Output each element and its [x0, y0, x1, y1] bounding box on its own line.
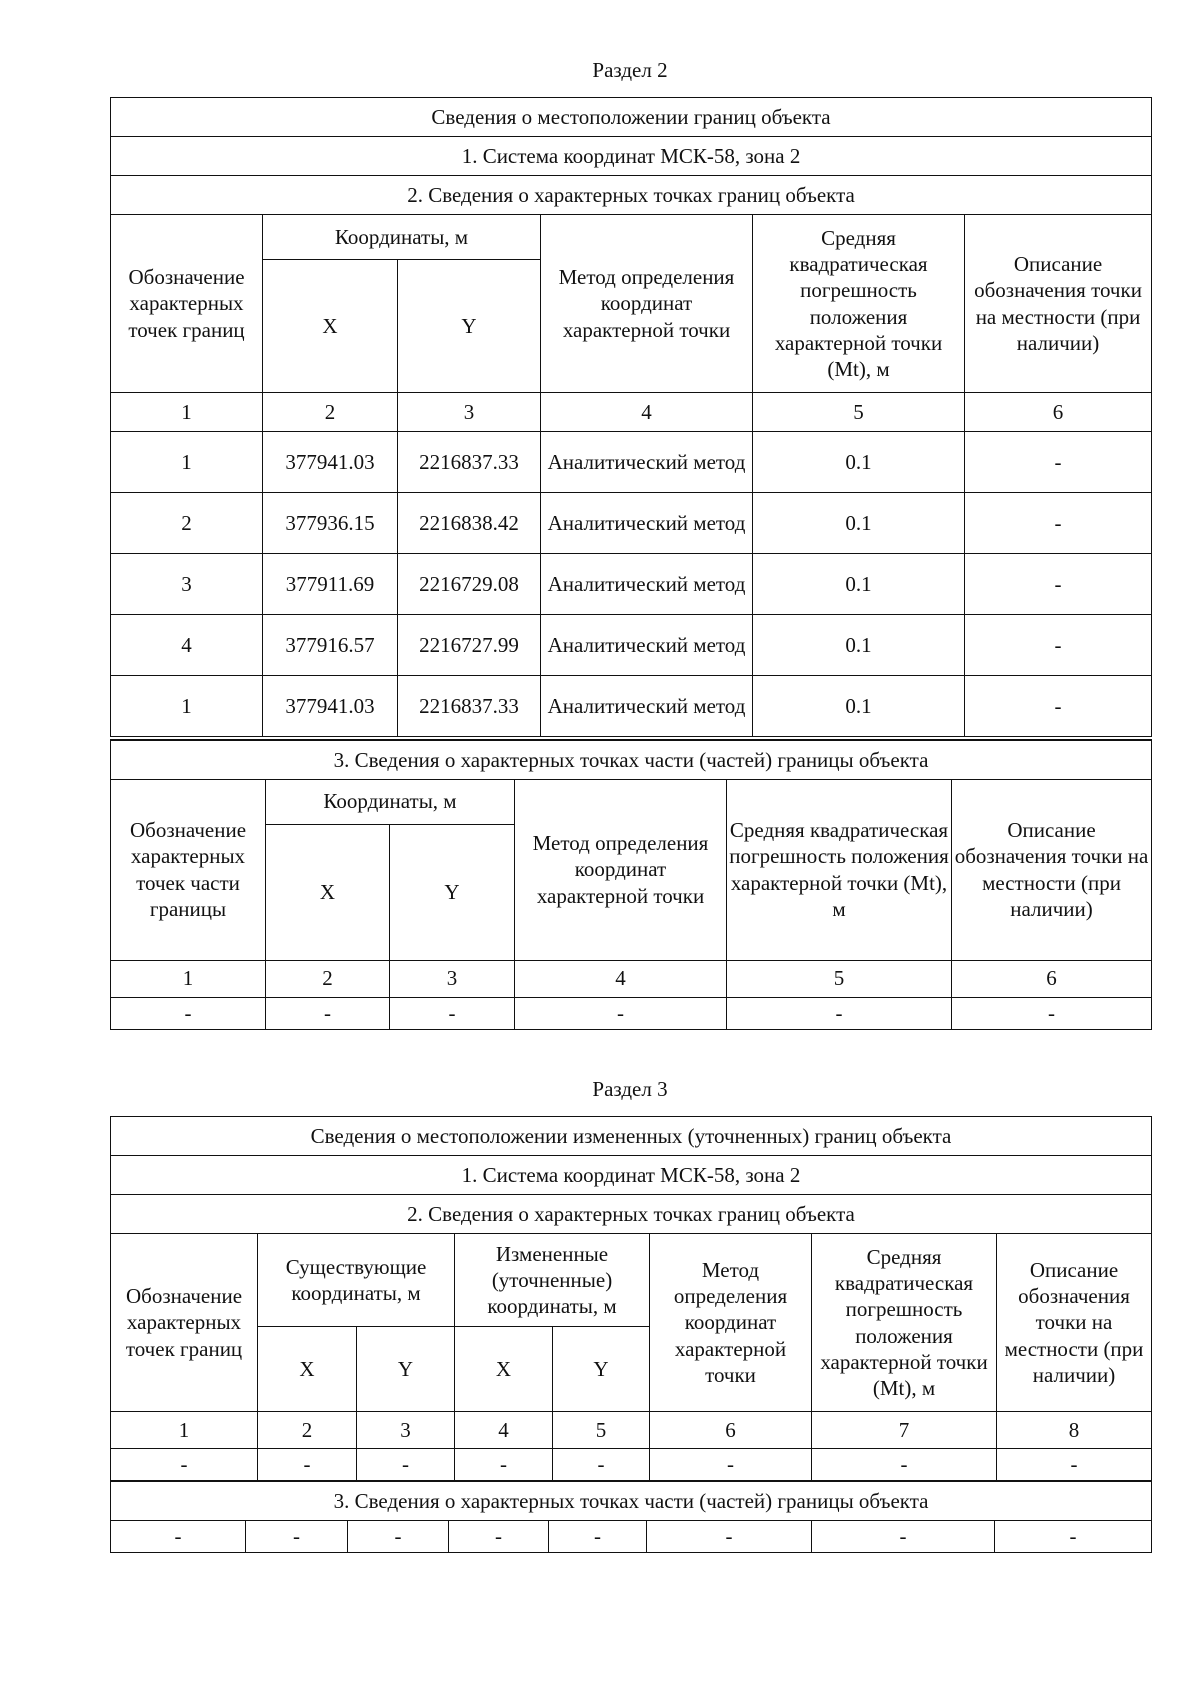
point-x: 377916.57 [263, 615, 398, 676]
table-cell: - [111, 997, 266, 1029]
table-row [111, 615, 1152, 676]
section3-table [110, 1116, 1152, 1481]
col-number: 2 [258, 1412, 357, 1449]
col-y: Y [553, 1327, 650, 1412]
col-method: Метод определения координат характерной точки [650, 1234, 812, 1412]
section3-points-title: 2. Сведения о характерных точках границ объекта [111, 1195, 1152, 1234]
col-existing-coords: Существующие координаты, м [258, 1234, 455, 1327]
col-number: 1 [111, 1412, 258, 1449]
col-x: X [263, 260, 398, 393]
table-cell: - [812, 1520, 995, 1552]
section2-header: Сведения о местоположении границ объекта [111, 98, 1152, 137]
point-y: 2216727.99 [398, 615, 541, 676]
table-cell: - [647, 1520, 812, 1552]
col-number: 4 [541, 393, 753, 432]
section3-header: Сведения о местоположении измененных (уточненных) границ объекта [111, 1117, 1152, 1156]
table-cell: - [952, 997, 1152, 1029]
point-y: 2216838.42 [398, 493, 541, 554]
point-y: 2216837.33 [398, 676, 541, 737]
point-y: 2216837.33 [398, 432, 541, 493]
point-number: 1 [111, 432, 263, 493]
col-y: Y [390, 824, 515, 960]
col-number: 6 [650, 1412, 812, 1449]
col-number: 5 [753, 393, 965, 432]
point-y: 2216729.08 [398, 554, 541, 615]
table-cell: - [111, 1520, 246, 1552]
col-y: Y [357, 1327, 455, 1412]
point-desc: - [965, 615, 1152, 676]
section2-parts-title: 3. Сведения о характерных точках части (частей) границы объекта [111, 740, 1152, 779]
table-row [111, 997, 1152, 1029]
table-row [111, 1520, 1152, 1552]
table-cell: - [812, 1449, 997, 1481]
col-method: Метод определения координат характерной точки [515, 779, 727, 960]
col-number: 2 [266, 960, 390, 997]
point-mt: 0.1 [753, 432, 965, 493]
table-cell: - [348, 1520, 449, 1552]
col-coords: Координаты, м [266, 779, 515, 824]
point-method: Аналитический метод [541, 493, 753, 554]
col-designation: Обозначение характерных точек границ [111, 1234, 258, 1412]
point-mt: 0.1 [753, 615, 965, 676]
table-cell: - [995, 1520, 1152, 1552]
col-changed-coords: Измененные (уточненные) координаты, м [455, 1234, 650, 1327]
col-description: Описание обозначения точки на местности (при наличии) [965, 215, 1152, 393]
col-method: Метод определения координат характерной точки [541, 215, 753, 393]
point-number: 2 [111, 493, 263, 554]
col-error: Средняя квадратическая погрешность положения характерной точки (Mt), м [753, 215, 965, 393]
point-desc: - [965, 554, 1152, 615]
section3-title: Раздел 3 [592, 1077, 668, 1101]
col-number: 5 [553, 1412, 650, 1449]
col-x: X [455, 1327, 553, 1412]
col-number: 1 [111, 960, 266, 997]
col-coords: Координаты, м [263, 215, 541, 260]
point-method: Аналитический метод [541, 615, 753, 676]
col-description: Описание обозначения точки на местности (при наличии) [952, 779, 1152, 960]
point-number: 3 [111, 554, 263, 615]
col-number: 6 [965, 393, 1152, 432]
point-x: 377936.15 [263, 493, 398, 554]
section3-coord-system: 1. Система координат МСК-58, зона 2 [111, 1156, 1152, 1195]
col-designation: Обозначение характерных точек границ [111, 215, 263, 393]
table-row [111, 432, 1152, 493]
col-error: Средняя квадратическая погрешность положения характерной точки (Mt), м [727, 779, 952, 960]
section2-coord-system: 1. Система координат МСК-58, зона 2 [111, 137, 1152, 176]
table-cell: - [246, 1520, 348, 1552]
point-x: 377911.69 [263, 554, 398, 615]
col-number: 3 [357, 1412, 455, 1449]
col-number: 7 [812, 1412, 997, 1449]
point-mt: 0.1 [753, 554, 965, 615]
col-number: 4 [455, 1412, 553, 1449]
table-row [111, 676, 1152, 737]
table-cell: - [449, 1520, 549, 1552]
table-cell: - [650, 1449, 812, 1481]
col-number: 3 [390, 960, 515, 997]
col-number: 6 [952, 960, 1152, 997]
table-cell: - [266, 997, 390, 1029]
col-number: 3 [398, 393, 541, 432]
section2-table [110, 97, 1152, 737]
col-designation: Обозначение характерных точек части границы [111, 779, 266, 960]
table-cell: - [258, 1449, 357, 1481]
col-x: X [266, 824, 390, 960]
point-x: 377941.03 [263, 432, 398, 493]
col-number: 1 [111, 393, 263, 432]
col-description: Описание обозначения точки на местности (при наличии) [997, 1234, 1152, 1412]
table-cell: - [553, 1449, 650, 1481]
col-x: X [258, 1327, 357, 1412]
col-number: 8 [997, 1412, 1152, 1449]
point-desc: - [965, 432, 1152, 493]
table-cell: - [997, 1449, 1152, 1481]
col-number: 2 [263, 393, 398, 432]
table-cell: - [455, 1449, 553, 1481]
table-cell: - [515, 997, 727, 1029]
section2-parts-table [110, 739, 1152, 1030]
col-number: 4 [515, 960, 727, 997]
section2-points-title: 2. Сведения о характерных точках границ объекта [111, 176, 1152, 215]
table-row [111, 554, 1152, 615]
point-mt: 0.1 [753, 676, 965, 737]
table-cell: - [549, 1520, 647, 1552]
point-method: Аналитический метод [541, 554, 753, 615]
table-cell: - [111, 1449, 258, 1481]
point-method: Аналитический метод [541, 676, 753, 737]
table-row [111, 1449, 1152, 1481]
point-method: Аналитический метод [541, 432, 753, 493]
point-x: 377941.03 [263, 676, 398, 737]
point-number: 1 [111, 676, 263, 737]
point-mt: 0.1 [753, 493, 965, 554]
table-cell: - [357, 1449, 455, 1481]
table-cell: - [390, 997, 515, 1029]
col-error: Средняя квадратическая погрешность положения характерной точки (Mt), м [812, 1234, 997, 1412]
col-y: Y [398, 260, 541, 393]
col-number: 5 [727, 960, 952, 997]
section2-title: Раздел 2 [592, 58, 668, 82]
point-desc: - [965, 676, 1152, 737]
table-cell: - [727, 997, 952, 1029]
point-desc: - [965, 493, 1152, 554]
section3-parts-title: 3. Сведения о характерных точках части (частей) границы объекта [111, 1481, 1152, 1520]
point-number: 4 [111, 615, 263, 676]
section3-parts-table [110, 1480, 1152, 1553]
table-row [111, 493, 1152, 554]
